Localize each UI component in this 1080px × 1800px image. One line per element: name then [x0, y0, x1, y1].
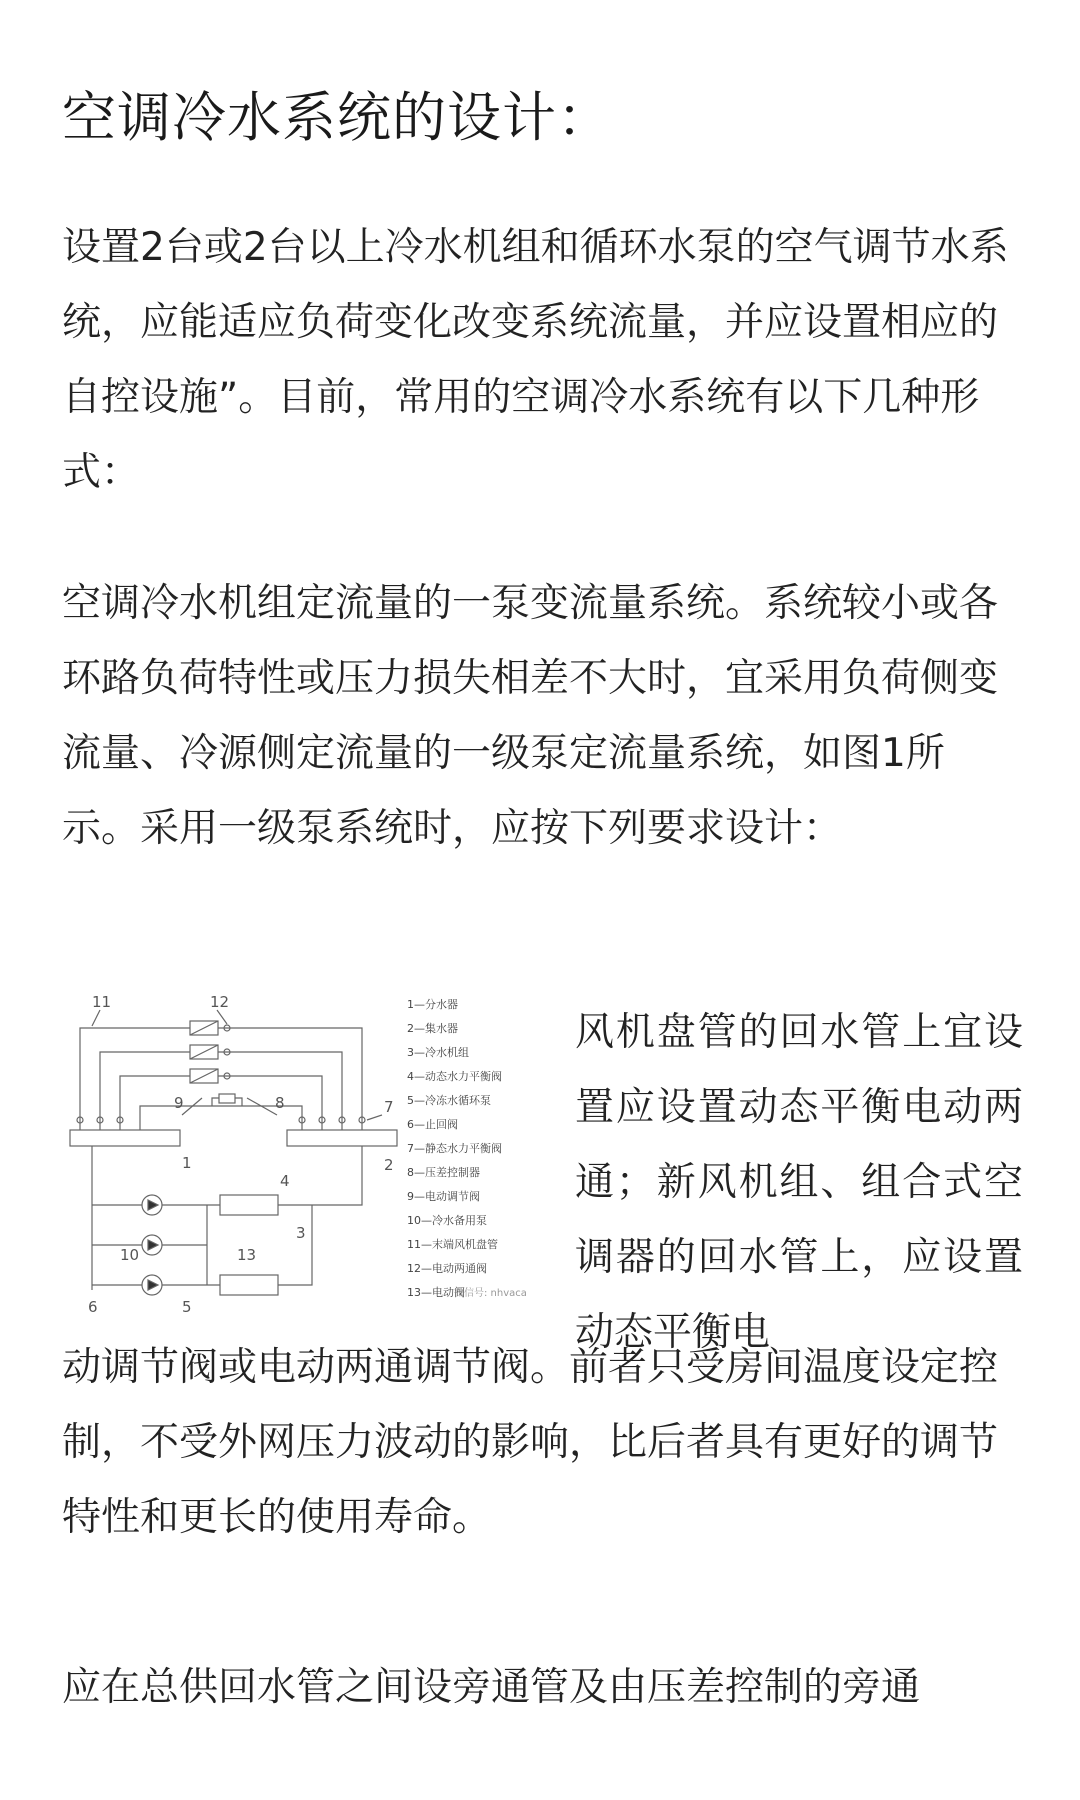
component-number: 6 — [88, 1298, 98, 1316]
watermark: 微信号: nhvaca — [454, 1288, 527, 1299]
component-number: 2 — [384, 1156, 394, 1174]
component-number: 13 — [237, 1246, 257, 1264]
component-number-labels — [88, 993, 394, 1316]
legend-item: 10—冷水备用泵 — [407, 1214, 487, 1227]
component-number: 9 — [174, 1094, 184, 1112]
paragraph-1: 设置2台或2台以上冷水机组和循环水泵的空气调节水系统，应能适应负荷变化改变系统流量，并应设置相应的自控设施”。目前，常用的空调冷水系统有以下几种形式： — [62, 225, 1009, 495]
legend-item: 9—电动调节阀 — [407, 1190, 480, 1203]
component-number: 4 — [280, 1172, 290, 1190]
paragraph-3: 动调节阀或电动两通调节阀。前者只受房间温度设定控制，不受外网压力波动的影响，比后者具有更好的调节特性和更长的使用寿命。 — [62, 1345, 999, 1540]
legend-item: 13—电动阀 — [407, 1286, 465, 1299]
chilled-water-system-diagram — [62, 990, 532, 1320]
paragraph-beside-figure: 风机盘管的回水管上宜设置应设置动态平衡电动两通；新风机组、组合式空调器的回水管上，应设置动态平衡电 — [575, 1010, 1023, 1355]
legend-item: 11—末端风机盘管 — [407, 1238, 498, 1251]
component-number: 10 — [120, 1246, 140, 1264]
legend-item: 5—冷冻水循环泵 — [407, 1094, 491, 1107]
component-number: 11 — [92, 993, 112, 1011]
component-number: 8 — [275, 1094, 285, 1112]
legend-item: 8—压差控制器 — [407, 1166, 480, 1179]
component-number: 12 — [210, 993, 230, 1011]
component-number: 1 — [182, 1154, 192, 1172]
paragraph-4: 应在总供回水管之间设旁通管及由压差控制的旁通 — [62, 1665, 921, 1710]
component-number: 7 — [384, 1098, 394, 1116]
legend-item: 3—冷水机组 — [407, 1046, 469, 1059]
legend-item: 2—集水器 — [407, 1022, 458, 1035]
legend-item: 6—止回阀 — [407, 1118, 458, 1131]
component-number: 3 — [296, 1224, 306, 1242]
page-title: 空调冷水系统的设计： — [62, 86, 612, 149]
legend-item: 7—静态水力平衡阀 — [407, 1142, 502, 1155]
diagram-legend — [407, 997, 527, 1299]
paragraph-2: 空调冷水机组定流量的一泵变流量系统。系统较小或各环路负荷特性或压力损失相差不大时，宜采用负荷侧变流量、冷源侧定流量的一级泵定流量系统，如图1所示。采用一级泵系统时，应按下列要求设计： — [62, 581, 999, 851]
system-diagram-figure — [62, 990, 532, 1320]
legend-item: 12—电动两通阀 — [407, 1262, 487, 1275]
legend-item: 1—分水器 — [407, 998, 458, 1011]
component-number: 5 — [182, 1298, 192, 1316]
legend-item: 4—动态水力平衡阀 — [407, 1070, 502, 1083]
